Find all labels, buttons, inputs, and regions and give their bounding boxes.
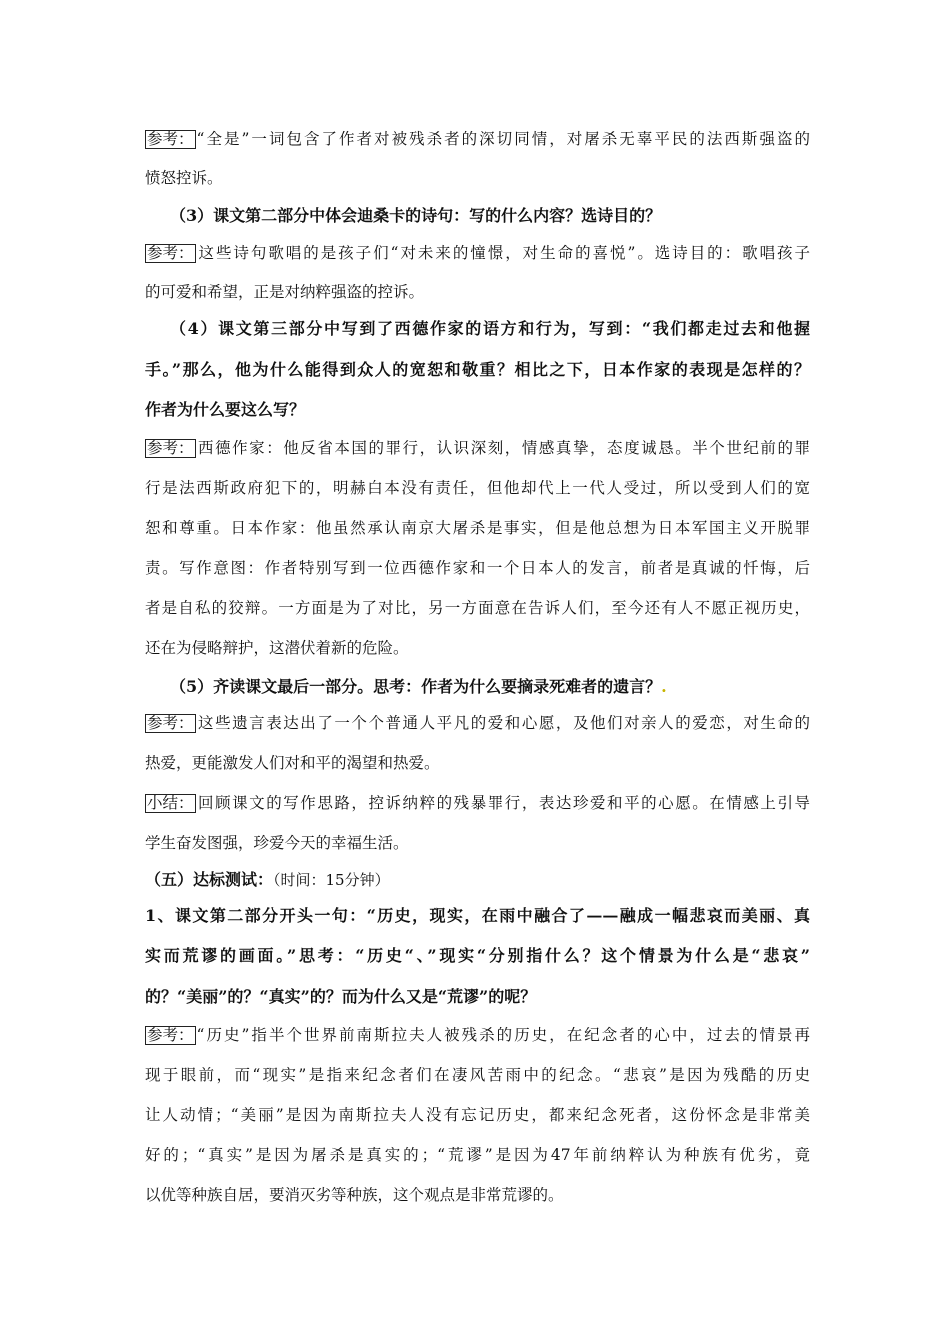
summary-tag: 小结： xyxy=(147,794,194,812)
answer-line xyxy=(145,129,810,149)
summary-text-line: 学生奋发图强，珍爱今天的幸福生活。 xyxy=(145,834,409,852)
question-4-line-1: （4）课文第三部分中写到了西德作家的语方和行为，写到：“我们都走过去和他握 xyxy=(170,319,810,338)
reference-tag: 参考： xyxy=(147,130,194,148)
section-time-note: （时间：15分钟） xyxy=(273,871,390,889)
question-3: （3）课文第二部分中体会迪桑卡的诗句：写的什么内容？选诗目的？ xyxy=(170,206,662,225)
answer-line xyxy=(145,713,810,733)
answer-text-line: 好的；“真实”是因为屠杀是真实的；“荒谬”是因为47年前纳粹认为种族有优劣，竟 xyxy=(145,1146,810,1164)
answer-text-line: 恕和尊重。日本作家：他虽然承认南京大屠杀是事实，但是他总想为日本军国主义开脱罪 xyxy=(145,519,810,537)
answer-text: 这些遗言表达出了一个个普通人平凡的爱和心愿，及他们对亲人的爱恋，对生命的 xyxy=(196,714,810,732)
test-question-1-line-2: 实而荒谬的画面。”思考：“历史“、”现实“分别指什么？这个情景为什么是“悲哀” xyxy=(145,946,810,965)
answer-text-line: 热爱，更能激发人们对和平的渴望和热爱。 xyxy=(145,754,440,772)
answer-line xyxy=(145,1025,810,1045)
answer-text-line: 者是自私的狡辩。一方面是为了对比，另一方面意在告诉人们，至今还有人不愿正视历史， xyxy=(145,599,810,617)
section-title: （五）达标测试： xyxy=(145,870,274,889)
summary-text: 回顾课文的写作思路，控诉纳粹的残暴罪行，表达珍爱和平的心愿。在情感上引导 xyxy=(196,794,810,812)
answer-text-line: 现于眼前，而“现实”是指来纪念者们在凄风苦雨中的纪念。“悲哀”是因为残酷的历史 xyxy=(145,1066,810,1084)
answer-text: 西德作家：他反省本国的罪行，认识深刻，情感真挚，态度诚恳。半个世纪前的罪 xyxy=(196,439,810,457)
reference-tag: 参考： xyxy=(147,714,194,732)
test-question-1-line-3: 的？“美丽”的？“真实”的？而为什么又是“荒谬”的呢？ xyxy=(145,987,537,1006)
reference-tag: 参考： xyxy=(147,1026,194,1044)
answer-text: “历史”指半个世界前南斯拉夫人被残杀的历史，在纪念者的心中，过去的情景再 xyxy=(196,1026,810,1044)
answer-line xyxy=(145,438,810,458)
answer-text-line: 行是法西斯政府犯下的，明赫白本没有责任，但他却代上一代人受过，所以受到人们的宽 xyxy=(145,479,810,497)
section-heading xyxy=(145,870,810,890)
reference-tag: 参考： xyxy=(147,439,194,457)
reference-tag: 参考： xyxy=(147,244,194,262)
question-4-line-3: 作者为什么要这么写？ xyxy=(145,400,306,419)
answer-text-line: 还在为侵略辩护，这潜伏着新的危险。 xyxy=(145,639,409,657)
marker-dot-icon: . xyxy=(661,677,667,696)
answer-text-line: 的可爱和希望，正是对纳粹强盗的控诉。 xyxy=(145,283,425,301)
question-5-text: （5）齐读课文最后一部分。思考：作者为什么要摘录死难者的遗言？ xyxy=(170,677,662,696)
answer-text-line: 责。写作意图：作者特别写到一位西德作家和一个日本人的发言，前者是真诚的忏悔，后 xyxy=(145,559,810,577)
question-4-line-2: 手。”那么，他为什么能得到众人的宽恕和敬重？相比之下，日本作家的表现是怎样的？ xyxy=(145,360,810,379)
summary-line xyxy=(145,793,810,813)
answer-text-line: 让人动情；“美丽”是因为南斯拉夫人没有忘记历史，都来纪念死者，这份怀念是非常美 xyxy=(145,1106,810,1124)
question-5 xyxy=(170,677,835,697)
answer-text: 这些诗句歌唱的是孩子们“对未来的憧憬，对生命的喜悦”。选诗目的：歌唱孩子 xyxy=(196,244,810,262)
answer-line xyxy=(145,243,810,263)
answer-text-line: 以优等种族自居，要消灭劣等种族，这个观点是非常荒谬的。 xyxy=(145,1186,564,1204)
answer-text: “全是”一词包含了作者对被残杀者的深切同情，对屠杀无辜平民的法西斯强盗的 xyxy=(196,130,810,148)
answer-text-line: 愤怒控诉。 xyxy=(145,169,223,187)
test-question-1-line-1: 1、课文第二部分开头一句：“历史，现实，在雨中融合了——融成一幅悲哀而美丽、真 xyxy=(145,906,810,925)
